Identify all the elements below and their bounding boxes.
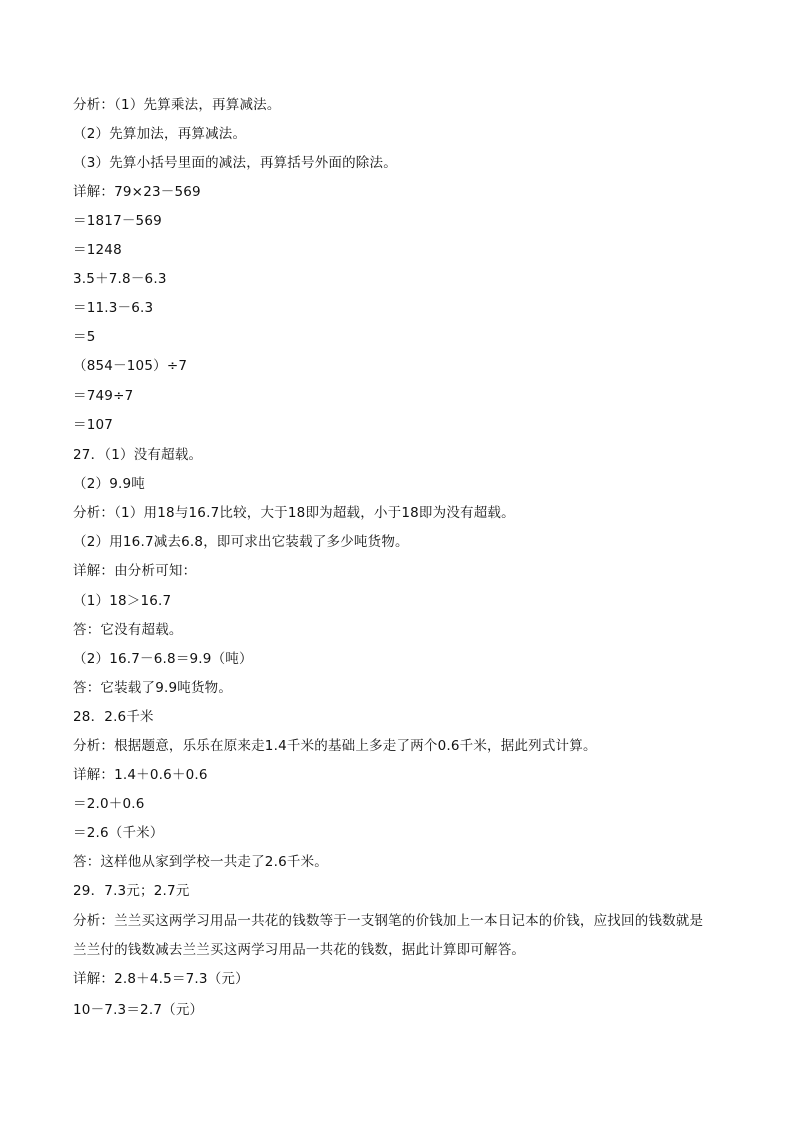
text-line: ＝749÷7 — [73, 388, 134, 404]
text-line: 3.5＋7.8－6.3 — [73, 271, 167, 287]
text-line: 分析：兰兰买这两学习用品一共花的钱数等于一支钢笔的价钱加上一本日记本的价钱，应找回的钱数就是 — [73, 913, 704, 929]
text-line: （2）16.7－6.8＝9.9（吨） — [73, 651, 253, 667]
text-line: ＝11.3－6.3 — [73, 300, 154, 316]
text-line: 详解：由分析可知： — [73, 563, 197, 579]
text-line: 兰兰付的钱数减去兰兰买这两学习用品一共花的钱数，据此计算即可解答。 — [73, 942, 526, 958]
text-line: （2）先算加法，再算减法。 — [73, 126, 247, 142]
question-27-answer: 27．（1）没有超载。 — [73, 447, 203, 463]
text-line: 分析：（1）用18与16.7比较，大于18即为超载，小于18即为没有超载。 — [73, 505, 515, 521]
text-line: ＝2.6（千米） — [73, 825, 164, 841]
text-line: ＝107 — [73, 417, 114, 433]
text-line: 详解：2.8＋4.5＝7.3（元） — [73, 971, 249, 987]
text-line: ＝2.0＋0.6 — [73, 796, 145, 812]
question-28-answer: 28．2.6千米 — [73, 709, 154, 725]
text-line: （2）9.9吨 — [73, 476, 145, 492]
text-line: 详解：79×23－569 — [73, 184, 201, 200]
text-line: ＝5 — [73, 329, 96, 345]
text-line: （3）先算小括号里面的减法，再算括号外面的除法。 — [73, 155, 397, 171]
text-line: （854－105）÷7 — [73, 358, 188, 374]
text-line: ＝1248 — [73, 242, 122, 258]
text-line: （1）18＞16.7 — [73, 593, 172, 609]
text-line: 分析：根据题意，乐乐在原来走1.4千米的基础上多走了两个0.6千米，据此列式计算。 — [73, 738, 597, 754]
text-line: 10－7.3＝2.7（元） — [73, 1002, 204, 1018]
text-line: 答：它装载了9.9吨货物。 — [73, 680, 233, 696]
text-line: 答：它没有超载。 — [73, 622, 183, 638]
text-line: ＝1817－569 — [73, 213, 162, 229]
question-29-answer: 29．7.3元；2.7元 — [73, 883, 190, 899]
text-line: 分析：（1）先算乘法，再算减法。 — [73, 97, 281, 113]
text-line: （2）用16.7减去6.8，即可求出它装载了多少吨货物。 — [73, 534, 409, 550]
text-line: 答：这样他从家到学校一共走了2.6千米。 — [73, 854, 328, 870]
text-line: 详解：1.4＋0.6＋0.6 — [73, 767, 208, 783]
